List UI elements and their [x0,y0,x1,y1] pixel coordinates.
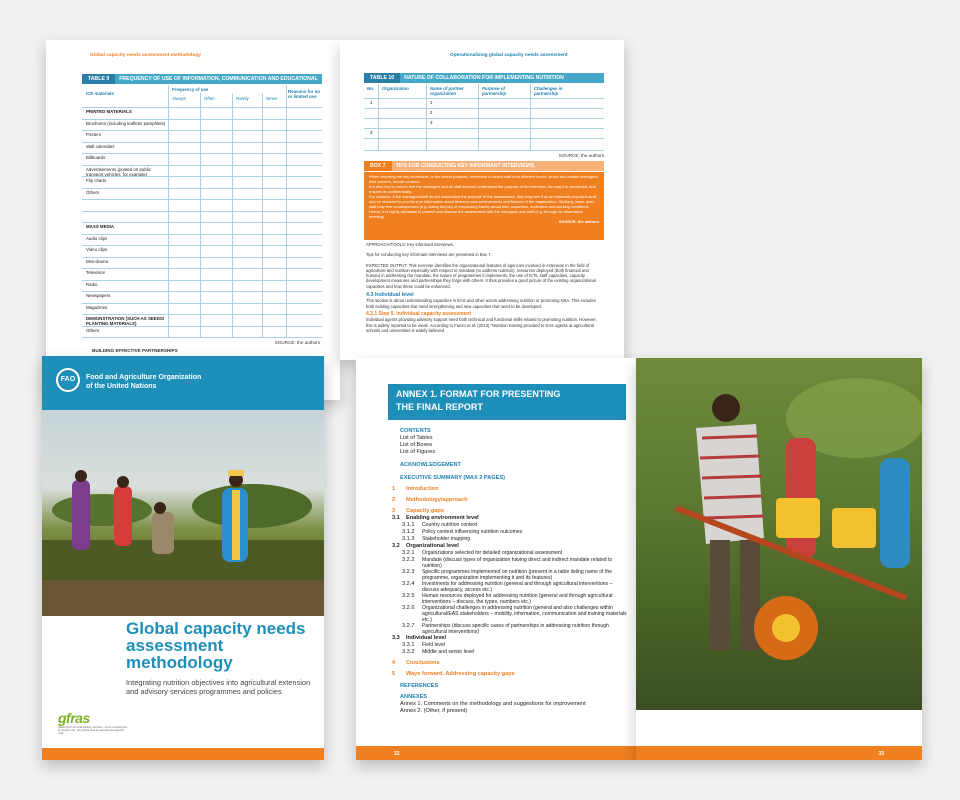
toc-item [392,557,628,569]
table-number: TABLE 9 [82,74,115,84]
box-title: TIPS FOR CONDUCTING KEY INFORMANT INTERVIEWS [395,163,535,169]
org-name-line2: of the United Nations [86,383,157,390]
col-header-always: Always [172,96,186,101]
toc-item [392,522,628,529]
row-number: 3 [370,130,373,135]
running-header: Global capacity needs assessment methodology [90,53,201,58]
table-10-grid [364,84,604,151]
org-name-line1: Food and Agriculture Organization [86,374,202,381]
page-number-right: 33 [878,751,884,757]
col-header: Name of partner organization [430,86,464,96]
toc-item-number: 3.3 [392,635,400,641]
table-row [82,257,322,258]
tips-line: Tips for conducting key informant interviews are presented in Box 7. [366,252,492,258]
text-4-3-1: Individual agents providing advisory support need both technical and functional skills related to promoting nutrition. However, this is widely reported to be weak. According to Fanzo et al. (2013) "Nutrition training provided to EAS agents at agricultural schools and universities is widely believed [366,317,597,333]
toc-item [392,543,628,550]
table-title: NATURE OF COLLABORATION FOR IMPLEMENTING NUTRITION [404,75,564,81]
contents-label: CONTENTS [400,428,431,434]
partner-number: 3 [430,120,433,125]
approach-line: APPROACH/TOOLS: Key informant interviews. [366,242,454,247]
table-9-grid [82,85,322,338]
annex-items [392,486,628,678]
gfras-logo [58,710,128,736]
toc-item-text: Ways forward. Addressing capacity gaps [406,671,515,677]
col-header: Challenges in partnership [534,86,563,96]
table-row-label: Audio clips [86,235,108,241]
toc-item-number: 1 [392,486,396,492]
col-header: Organization [382,86,409,91]
toc-item-text: Organizational challenges in addressing nutrition (general and also challenges within agricultural/EAS stakeholders – mobility, information, communication and training materials etc.) [422,605,627,623]
toc-item [392,671,628,678]
toc-item-number: 3.1.3 [402,536,415,542]
table-10-source: SOURCE: the authors [558,153,604,158]
partner-number: 2 [430,110,433,115]
table-row [82,130,322,131]
toc-item-text: Investments for addressing nutrition (general and through agricultural interventions – discuss adequacy, access etc.) [422,581,613,593]
gfras-tagline: global forum for rural advisory services · forum mondial pour le conseil rural · foro global para los servicios de asesoría rural [58,726,128,736]
cover-subtitle: Integrating nutrition objectives into agricultural extension and advisory services programmes and policies [126,678,311,696]
table-9-source: SOURCE: the authors [274,340,320,345]
toc-item-number: 3.3.2 [402,649,415,655]
table-row-label: Television [86,270,106,275]
toc-item [392,515,628,522]
references: REFERENCES [400,683,439,689]
table-row [82,199,322,200]
table-10-title-bar [364,73,604,83]
annex-spread-left-page [356,358,636,760]
col-header: Purpose of partnership [482,86,507,96]
table-row [82,222,322,223]
heading-4-3: 4.3 Individual level [366,292,414,299]
table-row [82,119,322,120]
annex-item: Annex 2. (Other, if present) [400,708,468,714]
toc-item-text: Conclusions [406,660,440,666]
toc-item-text: Mandate (discuss types of organization having direct and indirect mandate related to nutrition) [422,557,613,569]
table-row-label: Mini-drama [86,258,108,264]
toc-item [392,550,628,557]
acknowledgement: ACKNOWLEDGEMENT [400,462,461,468]
toc-item [392,569,628,581]
toc-item-text: Human resources deployed for addressing nutrition (general and through agricultural interventions – discuss, the types, numbers etc.) [422,593,613,605]
toc-item-number: 5 [392,671,396,677]
row-number: 1 [370,100,373,105]
table-row-label: Others [86,327,100,333]
table-row-label: Newspapers [86,293,111,298]
toc-item [392,529,628,536]
table-row [82,234,322,235]
box-7-body [364,172,604,240]
table-row-label: Wall calendars [86,143,115,149]
annex-heading: ANNEX 1. FORMAT FOR PRESENTING THE FINAL REPORT [396,389,561,412]
toc-item-text: Enabling environment level [406,515,479,521]
heading-4-3-1: 4.3.1 Step 5. Individual capacity assessment [366,310,472,317]
toc-item-number: 3.2.2 [402,557,415,563]
table-row [82,303,322,304]
toc-item [392,642,628,649]
table-row-label: Billboards [86,155,106,160]
table-row-label: MASS MEDIA [86,224,115,229]
toc-item-text: Introduction [406,486,439,492]
toc-item-text: Individual level [406,635,447,641]
toc-item-text: Partnerships (discuss specific cases of partnerships in addressing nutrition through agricultural interventions) [422,623,609,635]
toc-item [392,486,628,493]
box-number: BOX 7 [364,161,392,171]
toc-item-text: Policy context influencing nutrition outcomes [422,529,523,535]
col-header-frequency: Frequency of use [172,87,209,92]
table-row [82,165,322,166]
toc-item-text: Capacity gaps [406,508,444,514]
body-text-column [366,242,602,333]
table-row [82,142,322,143]
col-header-rarely: Rarely [236,96,249,101]
box-7-title-bar [364,161,604,171]
table-row [82,280,322,281]
col-header-often: Often [204,96,215,101]
gfras-wordmark: gfras [58,710,90,726]
toc-item-text: Organizational level [406,543,459,549]
annex-photo-drawing [636,358,922,710]
table-row-label: DEMONSTRATION (SUCH AS SEEDS/ PLANTING MATERIALS) [86,316,165,326]
toc-item-number: 3.2.3 [402,569,415,575]
cover-title: Global capacity needs assessment methodology [126,619,306,672]
toc-item-number: 3.1.1 [402,522,415,528]
toc-item-text: Methodology/approach [406,497,468,503]
annex-item: Annex 1. Comments on the methodology and suggestions for improvement [400,701,586,707]
table-row-label: Others [86,189,100,195]
table-row [82,268,322,269]
toc-item-number: 3.1 [392,515,400,521]
expected-output: EXPECTED OUTPUT: This exercise identifies the organizational features of agencies involved in extension in the field of agriculture and nutrition especially with respect to mandate (to address nutrition), resources deployed (both financial and human) in addressing the mandate, the nature of programmes it implements, the use of ICTs, staff capacities, capacity development measures and partnerships they forge with others. It thus provides a good picture of the existing organizational capacities and how these could be enhanced. [366,262,596,289]
table-row [82,153,322,154]
table-row [82,211,322,212]
cover-photo-drawing [42,410,324,616]
col-header-never: Never [266,96,278,101]
table-row [82,314,322,315]
executive-summary: EXECUTIVE SUMMARY (MAX 2 PAGES) [400,475,505,481]
toc-item-text: Organizations selected for detailed organizational assessment [422,550,563,556]
section-heading: BUILDING EFFECTIVE PARTNERSHIPS [92,348,178,353]
toc-item-number: 2 [392,497,396,503]
toc-item-text: Field level [422,642,445,648]
table-row [82,326,322,327]
table-row [82,188,322,189]
col-header-ice: ICE materials [86,91,114,96]
table-row-label: Posters [86,132,101,137]
toc-item [392,508,628,515]
fao-logo: FAO [56,368,80,392]
toc-item [392,605,628,623]
table-number: TABLE 10 [364,73,400,83]
col-header-reasons: Reasons for no or limited use [288,89,320,99]
toc-item [392,623,628,635]
contents-item: List of Figures [400,449,436,455]
annex-photo [636,358,922,710]
table-row-label: Brochures (including leaflets/ pamphlets) [86,120,166,126]
page-number-left: 32 [394,751,400,757]
toc-item-text: Specific programmes implemented on nutrition (present in a table listing name of the programme, organization implementing it and its features) [422,569,612,581]
contents-item: List of Boxes [400,442,433,448]
table-row-label: Radio [86,281,98,287]
table-row [82,245,322,246]
box-bullet: When selecting the key informants, to the extent possible, remember to select staff from different levels: senior and middle managers, field workers, female workers. [369,174,599,184]
text-4-3: This section is about understanding capacities in EAS and other actors addressing nutrition or promoting NSA. This includes both existing capacities that need strengthening and new capacities that need to be developed. [366,298,596,309]
toc-item [392,635,628,642]
toc-item-number: 3.2.1 [402,550,415,556]
annex-spread-right-page [636,358,922,760]
toc-item-text: Country nutrition context [422,522,478,528]
toc-item-number: 3.3.1 [402,642,415,648]
toc-item-number: 3.2.6 [402,605,415,611]
toc-item-text: Middle and senior level [422,649,475,655]
table-row [82,291,322,292]
partner-number: 1 [430,100,433,105]
cover-page [42,356,324,760]
toc-item-number: 4 [392,660,396,666]
annex-toc [392,428,628,715]
toc-item [392,660,628,667]
cover-photo [42,410,324,616]
back-spread-left-page [46,40,340,400]
box-source: SOURCE: the authors [558,219,599,224]
table-9-title-bar [82,74,322,92]
box-bullet: It is also key to ensure that the managers and all staff involved understand the purpose of the interview, the way it is conducted, and respect its confidentiality. [369,184,596,194]
org-name [86,373,201,391]
toc-item-number: 3 [392,508,396,514]
table-row [82,176,322,177]
back-spread-right-page [340,40,624,360]
cover-orange-footer [42,748,324,760]
table-row-label: Flip charts [86,178,107,183]
table-row [82,107,322,108]
table-row-label: Magazines [86,304,108,310]
toc-item [392,593,628,605]
table-row-label: PRINTED MATERIALS [86,109,132,114]
toc-item-number: 3.2.5 [402,593,415,599]
col-header: No. [367,86,375,91]
toc-item [392,536,628,543]
contents-item: List of Tables [400,435,433,441]
toc-item-number: 3.2.4 [402,581,415,587]
toc-item-number: 3.2 [392,543,400,549]
toc-item [392,581,628,593]
toc-item [392,649,628,656]
table-row-label: Advertisements (posted on public transport vehicles, for example) [86,166,151,177]
toc-item-text: Stakeholder mapping [422,536,471,542]
toc-item-number: 3.2.7 [402,623,415,629]
annexes: ANNEXES [400,694,428,700]
running-header: Operationalizing global capacity needs assessment [450,53,568,58]
table-title: FREQUENCY OF USE OF INFORMATION, COMMUNICATION AND EDUCATIONAL MATERIALS [82,76,318,92]
toc-item [392,497,628,504]
box-bullet: For instance, if the managers/staff do not understand the purpose of the assessment, they may see it as an externally imposed audit and be reluctant to provide true information about finances and achievements and failures of the organization. Similarly, lower-level staff may fear consequences (e.g. losing the job) of responding frankly about their capacities, motivation and working conditions. Hence, it is highly advisable to present and discuss the assessment with the managers and staff (e.g. through an information meeting). [369,194,597,219]
toc-item-number: 3.1.2 [402,529,415,535]
table-row-label: Video clips [86,247,108,252]
